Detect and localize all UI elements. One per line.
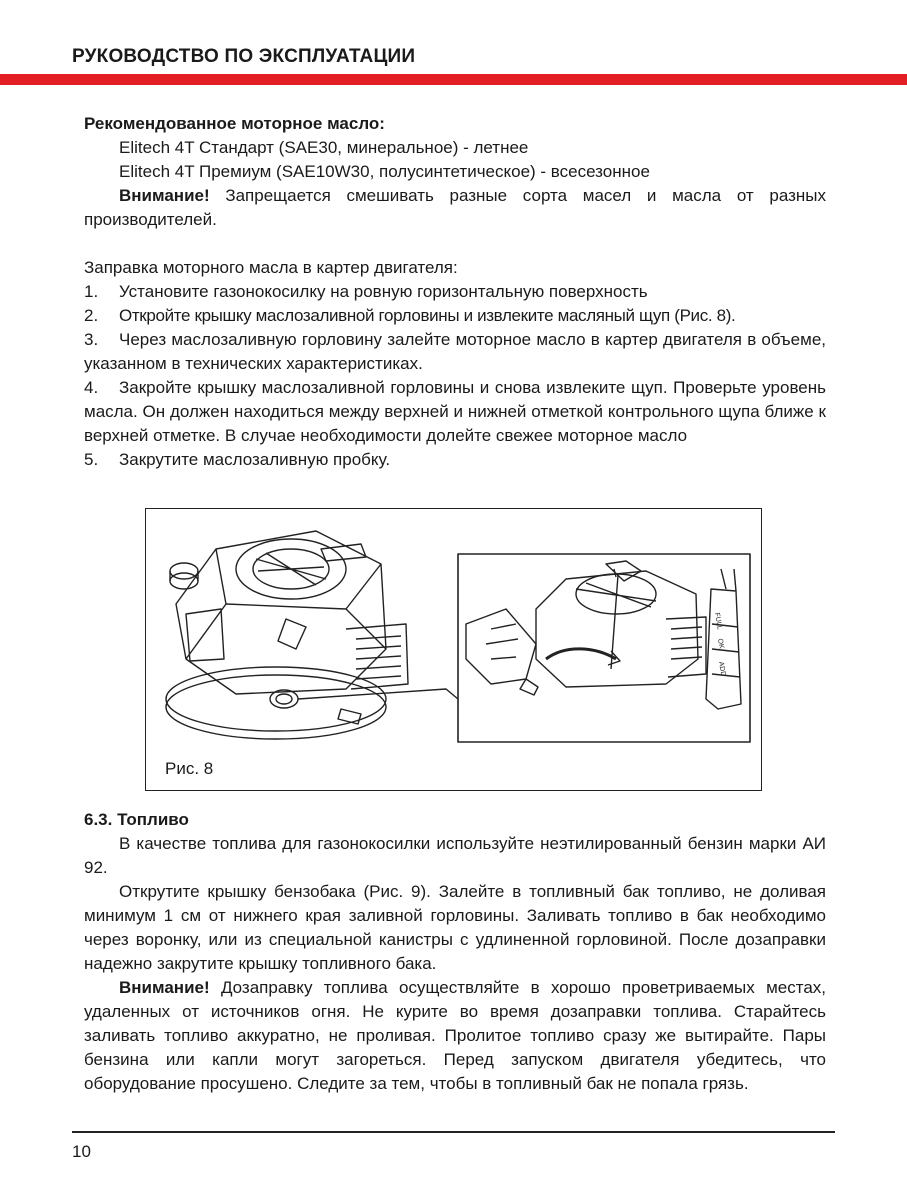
oil-premium: Elitech 4T Премиум (SAE10W30, полусинтетическое) - всесезонное [119,162,650,181]
oil-warning-label: Внимание! [119,186,210,205]
engine-illustration [146,509,760,789]
fuel-warning-label: Внимание! [119,978,210,997]
list-item-number: 5. [84,450,99,469]
list-item-number: 1. [84,282,99,301]
fill-intro: Заправка моторного масла в картер двигателя: [84,258,458,277]
list-item [84,376,826,448]
dipstick-full-label: FULL [713,612,723,631]
fuel-section [84,808,826,1096]
dipstick-ok-label: OK [716,638,725,650]
fuel-warning-text: Дозаправку топлива осуществляйте в хорошо проветриваемых местах, удаленных от источников огня. Не курите во время дозаправки топлива. Старайтесь заливать топливо аккуратно, не проливая. Пролитое топливо сразу же вытирайте. Пары бензина или капли могут загореться. Перед запуском двигателя убедитесь, что оборудование просушено. Следите за тем, чтобы в топливный бак не попала грязь. [84,978,826,1093]
list-item-number: 2. [84,306,99,325]
footer-divider [72,1131,835,1133]
list-item-text: Установите газонокосилку на ровную горизонтальную поверхность [119,282,648,301]
list-item [84,304,826,328]
header-accent-bar [0,74,907,85]
list-item [84,280,826,304]
figure-caption: Рис. 8 [165,759,214,778]
list-item-text: Закрутите маслозаливную пробку. [119,450,391,469]
fuel-paragraph-2: Открутите крышку бензобака (Рис. 9). Залейте в топливный бак топливо, не доливая минимум 1 см от нижнего края заливной горловины. Заливать топливо в бак необходимо через воронку, или из специальной канистры с удлиненной горловиной. После дозаправки надежно закрутите крышку топливного бака. [84,882,826,973]
oil-standard: Elitech 4T Стандарт (SAE30, минеральное) - летнее [119,138,529,157]
figure-8 [145,508,762,791]
list-item [84,448,826,472]
page-number: 10 [72,1142,91,1161]
list-item-text: Закройте крышку маслозаливной горловины и снова извлеките щуп. Проверьте уровень масла. Он должен находиться между верхней и нижней отметкой контрольного щупа ближе к верхней отметке. В случае необходимости долейте свежее моторное масло [84,378,826,445]
list-item-number: 4. [84,378,99,397]
oil-heading: Рекомендованное моторное масло: [84,114,385,133]
page-header-title: РУКОВОДСТВО ПО ЭКСПЛУАТАЦИИ [72,46,416,67]
fuel-paragraph-1: В качестве топлива для газонокосилки используйте неэтилированный бензин марки АИ 92. [84,834,826,877]
oil-warning-text: Запрещается смешивать разные сорта масел и масла от разных производителей. [84,186,826,229]
list-item-text: Откройте крышку маслозаливной горловины и извлеките масляный щуп (Рис. 8). [119,306,736,325]
list-item-text: Через маслозаливную горловину залейте моторное масло в картер двигателя в объеме, указанном в технических характеристиках. [84,330,826,373]
list-item [84,328,826,376]
oil-warning [84,184,826,232]
oil-section [84,112,826,472]
fuel-warning [84,976,826,1096]
dipstick-add-label: ADD [717,661,727,677]
fuel-heading: 6.3. Топливо [84,810,189,829]
list-item-number: 3. [84,330,99,349]
